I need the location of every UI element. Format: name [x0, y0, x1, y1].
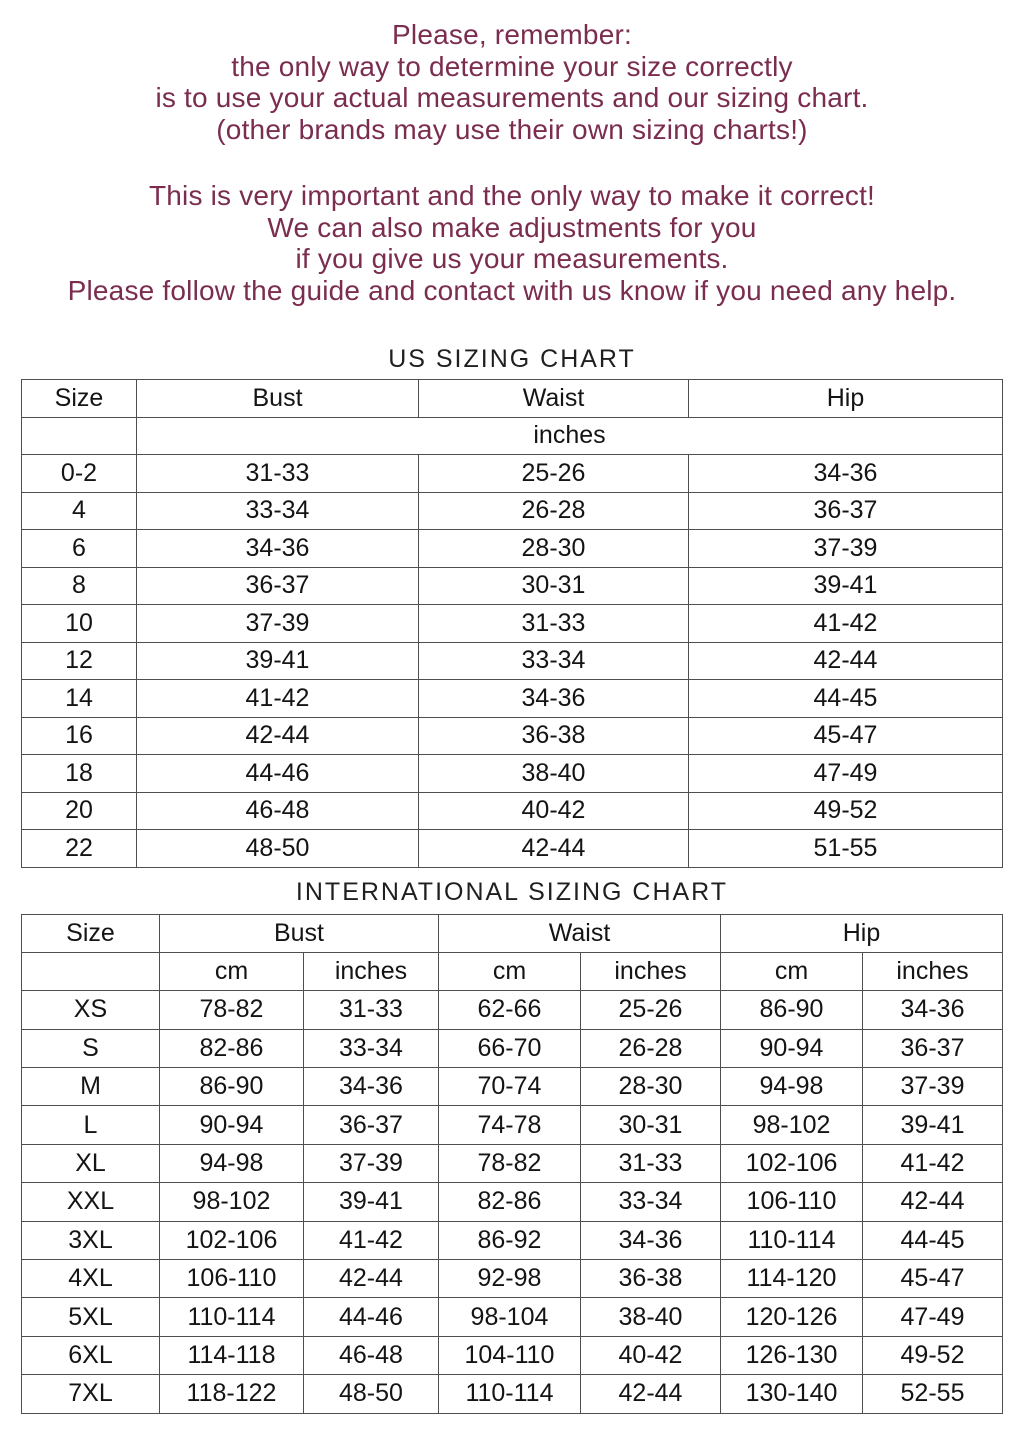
- table-cell: 47-49: [689, 755, 1003, 793]
- table-row: [21, 1106, 1002, 1144]
- intro-text-block: [0, 0, 1024, 306]
- table-cell: 22: [22, 830, 137, 868]
- table-cell: 31-33: [137, 455, 419, 493]
- table-cell: 40-42: [580, 1336, 720, 1374]
- table-cell: 36-37: [863, 1029, 1003, 1067]
- table-cell: 51-55: [689, 830, 1003, 868]
- table-cell: 33-34: [137, 492, 419, 530]
- column-header-hip: Hip: [721, 914, 1003, 952]
- table-cell: 62-66: [438, 991, 580, 1029]
- table-row: [21, 1144, 1002, 1182]
- column-header-waist: Waist: [419, 380, 689, 418]
- table-cell: 26-28: [419, 492, 689, 530]
- table-cell: 42-44: [303, 1260, 438, 1298]
- table-row: [22, 717, 1003, 755]
- table-cell: 37-39: [689, 530, 1003, 568]
- table-cell: 44-45: [863, 1221, 1003, 1259]
- table-cell: 7XL: [21, 1375, 159, 1413]
- intro-line: Please follow the guide and contact with us know if you need any help.: [67, 274, 957, 306]
- table-cell: 94-98: [721, 1068, 863, 1106]
- table-cell: 36-38: [580, 1260, 720, 1298]
- table-cell: 37-39: [303, 1144, 438, 1182]
- table-cell: M: [21, 1068, 159, 1106]
- table-row: [22, 792, 1003, 830]
- table-cell: 31-33: [580, 1144, 720, 1182]
- table-cell: XS: [21, 991, 159, 1029]
- table-cell: 38-40: [580, 1298, 720, 1336]
- table-cell: 41-42: [863, 1144, 1003, 1182]
- table-cell: 30-31: [419, 567, 689, 605]
- table-cell: 86-92: [438, 1221, 580, 1259]
- table-cell: 6XL: [21, 1336, 159, 1374]
- table-row: [22, 642, 1003, 680]
- intro-paragraph-2: [0, 180, 1024, 306]
- table-cell: 20: [22, 792, 137, 830]
- table-cell: 42-44: [137, 717, 419, 755]
- table-cell: 74-78: [438, 1106, 580, 1144]
- table-cell: XXL: [21, 1183, 159, 1221]
- table-cell: 0-2: [22, 455, 137, 493]
- column-header-hip: Hip: [689, 380, 1003, 418]
- table-cell: 78-82: [159, 991, 303, 1029]
- table-cell: 39-41: [303, 1183, 438, 1221]
- table-cell: 98-102: [159, 1183, 303, 1221]
- table-cell: 39-41: [689, 567, 1003, 605]
- table-cell: 42-44: [689, 642, 1003, 680]
- unit-cell-hip-inches: inches: [863, 952, 1003, 990]
- table-cell: 46-48: [137, 792, 419, 830]
- table-row: [22, 567, 1003, 605]
- table-row: [21, 1298, 1002, 1336]
- table-cell: 34-36: [137, 530, 419, 568]
- table-cell: 42-44: [580, 1375, 720, 1413]
- table-cell: 44-45: [689, 680, 1003, 718]
- table-cell: 90-94: [159, 1106, 303, 1144]
- column-header-size: Size: [21, 914, 159, 952]
- table-row: [22, 830, 1003, 868]
- table-cell: 37-39: [137, 605, 419, 643]
- unit-cell-bust-cm: cm: [159, 952, 303, 990]
- table-cell: 48-50: [137, 830, 419, 868]
- table-cell: 4: [22, 492, 137, 530]
- unit-cell-bust-inches: inches: [303, 952, 438, 990]
- table-row: [21, 1260, 1002, 1298]
- table-cell: 104-110: [438, 1336, 580, 1374]
- table-cell: 5XL: [21, 1298, 159, 1336]
- table-row: [21, 1336, 1002, 1374]
- table-cell: 41-42: [303, 1221, 438, 1259]
- table-row: [21, 1183, 1002, 1221]
- table-cell: 8: [22, 567, 137, 605]
- intro-line: the only way to determine your size correctly: [231, 50, 793, 82]
- table-cell: 33-34: [580, 1183, 720, 1221]
- table-cell: 106-110: [721, 1183, 863, 1221]
- table-cell: 4XL: [21, 1260, 159, 1298]
- intro-line: if you give us your measurements.: [295, 243, 729, 274]
- table-cell: 25-26: [419, 455, 689, 493]
- table-cell: 41-42: [137, 680, 419, 718]
- table-cell: 39-41: [863, 1106, 1003, 1144]
- table-cell: 106-110: [159, 1260, 303, 1298]
- table-cell: 114-120: [721, 1260, 863, 1298]
- table-cell: 6: [22, 530, 137, 568]
- table-cell: 130-140: [721, 1375, 863, 1413]
- table-row: [22, 680, 1003, 718]
- table-cell: 110-114: [721, 1221, 863, 1259]
- unit-row: [22, 417, 1003, 455]
- table-cell: 70-74: [438, 1068, 580, 1106]
- table-cell: L: [21, 1106, 159, 1144]
- table-cell: 94-98: [159, 1144, 303, 1182]
- table-row: [22, 530, 1003, 568]
- table-row: [21, 991, 1002, 1029]
- table-cell: 49-52: [689, 792, 1003, 830]
- table-cell: 110-114: [438, 1375, 580, 1413]
- unit-cell: inches: [137, 417, 1003, 455]
- table-cell: 31-33: [419, 605, 689, 643]
- unit-cell-hip-cm: cm: [721, 952, 863, 990]
- table-cell: 36-38: [419, 717, 689, 755]
- international-sizing-table: [21, 914, 1003, 1414]
- unit-cell-waist-inches: inches: [580, 952, 720, 990]
- column-header-size: Size: [22, 380, 137, 418]
- table-cell: 82-86: [159, 1029, 303, 1067]
- table-cell: 98-102: [721, 1106, 863, 1144]
- column-header-bust: Bust: [159, 914, 438, 952]
- table-cell: 34-36: [419, 680, 689, 718]
- table-cell: 98-104: [438, 1298, 580, 1336]
- intro-line: (other brands may use their own sizing charts!): [216, 113, 808, 145]
- table-cell: 14: [22, 680, 137, 718]
- table-row: [22, 605, 1003, 643]
- table-cell: 118-122: [159, 1375, 303, 1413]
- empty-cell: [21, 952, 159, 990]
- table-cell: 102-106: [721, 1144, 863, 1182]
- table-cell: 45-47: [689, 717, 1003, 755]
- table-row: [21, 1221, 1002, 1259]
- table-cell: 38-40: [419, 755, 689, 793]
- table-cell: 110-114: [159, 1298, 303, 1336]
- table-cell: 42-44: [419, 830, 689, 868]
- table-cell: 34-36: [863, 991, 1003, 1029]
- table-cell: 3XL: [21, 1221, 159, 1259]
- table-cell: 82-86: [438, 1183, 580, 1221]
- us-chart-title: US SIZING CHART: [388, 345, 636, 373]
- table-row: [21, 1068, 1002, 1106]
- empty-cell: [22, 417, 137, 455]
- table-cell: 120-126: [721, 1298, 863, 1336]
- table-cell: 26-28: [580, 1029, 720, 1067]
- table-cell: S: [21, 1029, 159, 1067]
- table-cell: 47-49: [863, 1298, 1003, 1336]
- table-cell: 12: [22, 642, 137, 680]
- table-cell: 44-46: [303, 1298, 438, 1336]
- table-cell: 16: [22, 717, 137, 755]
- table-cell: 114-118: [159, 1336, 303, 1374]
- table-row: [21, 1029, 1002, 1067]
- table-cell: 10: [22, 605, 137, 643]
- table-cell: 86-90: [159, 1068, 303, 1106]
- intl-table-body: [21, 991, 1002, 1413]
- table-cell: 52-55: [863, 1375, 1003, 1413]
- column-header-waist: Waist: [438, 914, 720, 952]
- table-cell: XL: [21, 1144, 159, 1182]
- table-cell: 34-36: [689, 455, 1003, 493]
- table-header-row: [21, 914, 1002, 952]
- table-cell: 41-42: [689, 605, 1003, 643]
- us-sizing-table: [21, 379, 1003, 868]
- table-cell: 34-36: [580, 1221, 720, 1259]
- table-cell: 126-130: [721, 1336, 863, 1374]
- table-cell: 36-37: [137, 567, 419, 605]
- table-cell: 45-47: [863, 1260, 1003, 1298]
- table-cell: 78-82: [438, 1144, 580, 1182]
- table-header-row: [22, 380, 1003, 418]
- table-cell: 25-26: [580, 991, 720, 1029]
- intro-line: Please, remember:: [392, 19, 632, 50]
- table-cell: 40-42: [419, 792, 689, 830]
- table-cell: 33-34: [419, 642, 689, 680]
- table-row: [22, 492, 1003, 530]
- table-cell: 92-98: [438, 1260, 580, 1298]
- unit-cell-waist-cm: cm: [438, 952, 580, 990]
- table-cell: 28-30: [419, 530, 689, 568]
- us-table-body: [22, 455, 1003, 868]
- table-cell: 34-36: [303, 1068, 438, 1106]
- table-cell: 46-48: [303, 1336, 438, 1374]
- table-cell: 49-52: [863, 1336, 1003, 1374]
- table-cell: 36-37: [689, 492, 1003, 530]
- table-cell: 33-34: [303, 1029, 438, 1067]
- table-row: [22, 455, 1003, 493]
- table-cell: 37-39: [863, 1068, 1003, 1106]
- table-cell: 48-50: [303, 1375, 438, 1413]
- intro-line: We can also make adjustments for you: [267, 211, 757, 243]
- table-cell: 90-94: [721, 1029, 863, 1067]
- intl-chart-title: INTERNATIONAL SIZING CHART: [295, 877, 729, 906]
- table-cell: 42-44: [863, 1183, 1003, 1221]
- intro-line: is to use your actual measurements and our sizing chart.: [155, 82, 869, 113]
- table-cell: 102-106: [159, 1221, 303, 1259]
- table-row: [22, 755, 1003, 793]
- unit-row: [21, 952, 1002, 990]
- table-cell: 18: [22, 755, 137, 793]
- intro-paragraph-1: [0, 19, 1024, 145]
- table-cell: 30-31: [580, 1106, 720, 1144]
- table-row: [21, 1375, 1002, 1413]
- column-header-bust: Bust: [137, 380, 419, 418]
- table-cell: 66-70: [438, 1029, 580, 1067]
- table-cell: 31-33: [303, 991, 438, 1029]
- table-cell: 86-90: [721, 991, 863, 1029]
- table-cell: 28-30: [580, 1068, 720, 1106]
- table-cell: 44-46: [137, 755, 419, 793]
- intro-line: This is very important and the only way to make it correct!: [148, 180, 876, 211]
- table-cell: 36-37: [303, 1106, 438, 1144]
- table-cell: 39-41: [137, 642, 419, 680]
